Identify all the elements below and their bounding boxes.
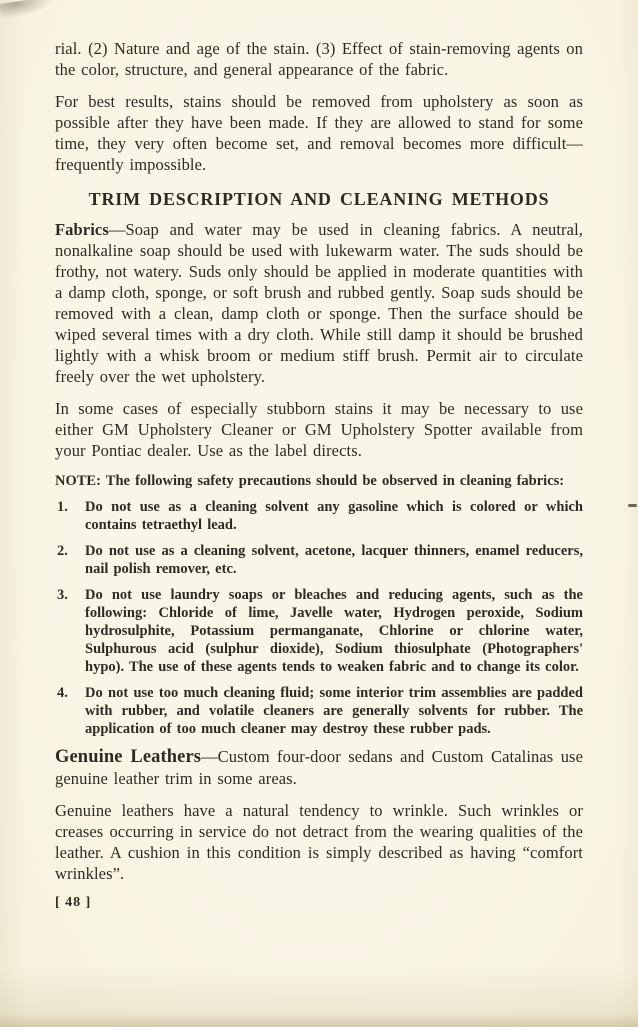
page-content [55,38,583,911]
list-item [55,684,583,738]
paragraph-genuine-leathers [55,746,583,789]
list-item [55,542,583,578]
paragraph-stubborn-stains: In some cases of especially stubborn stains it may be necessary to use either GM Upholstery Cleaner or GM Upholstery Spotter available from your Pontiac dealer. Use as the label directs. [55,399,583,460]
list-item-number: 3. [57,587,68,603]
list-item-number: 2. [57,543,68,559]
list-item-text: Do not use laundry soaps or bleaches and reducing agents, such as the following: Chloride of lime, Javelle water, Hydrogen peroxide, Sodium hydrosulphite, Potassium permanganate, Chlorine or chlorine water, Sulphurous acid (sulphur dioxide), Sodium thiosulphate (Photographers' hypo). The use of these agents tends to weaken fabric and to change its color. [85,587,583,675]
fabrics-lead-label: Fabrics [55,220,109,239]
scan-edge-mark [628,504,637,507]
genuine-leathers-body-text: —Custom four-door sedans and Custom Catalinas use genuine leather trim in some areas. [55,747,583,788]
scan-bottom-shadow [0,1013,638,1027]
list-item-text: Do not use as a cleaning solvent any gasoline which is colored or which contains tetraethyl lead. [85,499,583,533]
fabrics-body-text: —Soap and water may be used in cleaning fabrics. A neutral, nonalkaline soap should be used with lukewarm water. The suds should be frothy, not watery. Suds only should be applied in moderate quantities with a damp cloth, sponge, or soft brush and rubbed gently. Soap suds should be removed with a clean, damp cloth or sponge. Then the surface should be wiped several times with a dry cloth. While still damp it should be brushed lightly with a whisk broom or medium stiff brush. Permit air to circulate freely over the wet upholstery. [55,220,583,386]
genuine-leathers-lead-label: Genuine Leathers [55,747,202,767]
paragraph-comfort-wrinkles: Genuine leathers have a natural tendency to wrinkle. Such wrinkles or creases occurring in service do not detract from the wearing qualities of the leather. A cushion in this condition is simply described as having “comfort wrinkles”. [55,801,583,883]
scan-smudge-artifact [0,0,55,20]
note-safety-precautions: NOTE: The following safety precautions should be observed in cleaning fabrics: [55,473,565,489]
page-number: [ 48 ] [55,895,92,910]
list-item [55,498,583,534]
paragraph-fabrics [55,219,583,387]
paragraph-best-results: For best results, stains should be removed from upholstery as soon as possible after they have been made. If they are allowed to stand for some time, they very often become set, and removal becomes more difficult—frequently impossible. [55,92,583,174]
list-item-text: Do not use as a cleaning solvent, acetone, lacquer thinners, enamel reducers, nail polish remover, etc. [85,543,583,577]
section-heading-trim-description: TRIM DESCRIPTION AND CLEANING METHODS [88,189,550,209]
list-item-number: 1. [57,499,68,515]
precautions-list [55,498,583,738]
paragraph-stain-factors: rial. (2) Nature and age of the stain. (3) Effect of stain-removing agents on the color, structure, and general appearance of the fabric. [55,39,583,79]
list-item-text: Do not use too much cleaning fluid; some interior trim assemblies are padded with rubber, and volatile cleaners are generally solvents for rubber. The application of too much cleaner may destroy these rubber pads. [85,685,583,737]
list-item [55,586,583,676]
list-item-number: 4. [57,685,68,701]
